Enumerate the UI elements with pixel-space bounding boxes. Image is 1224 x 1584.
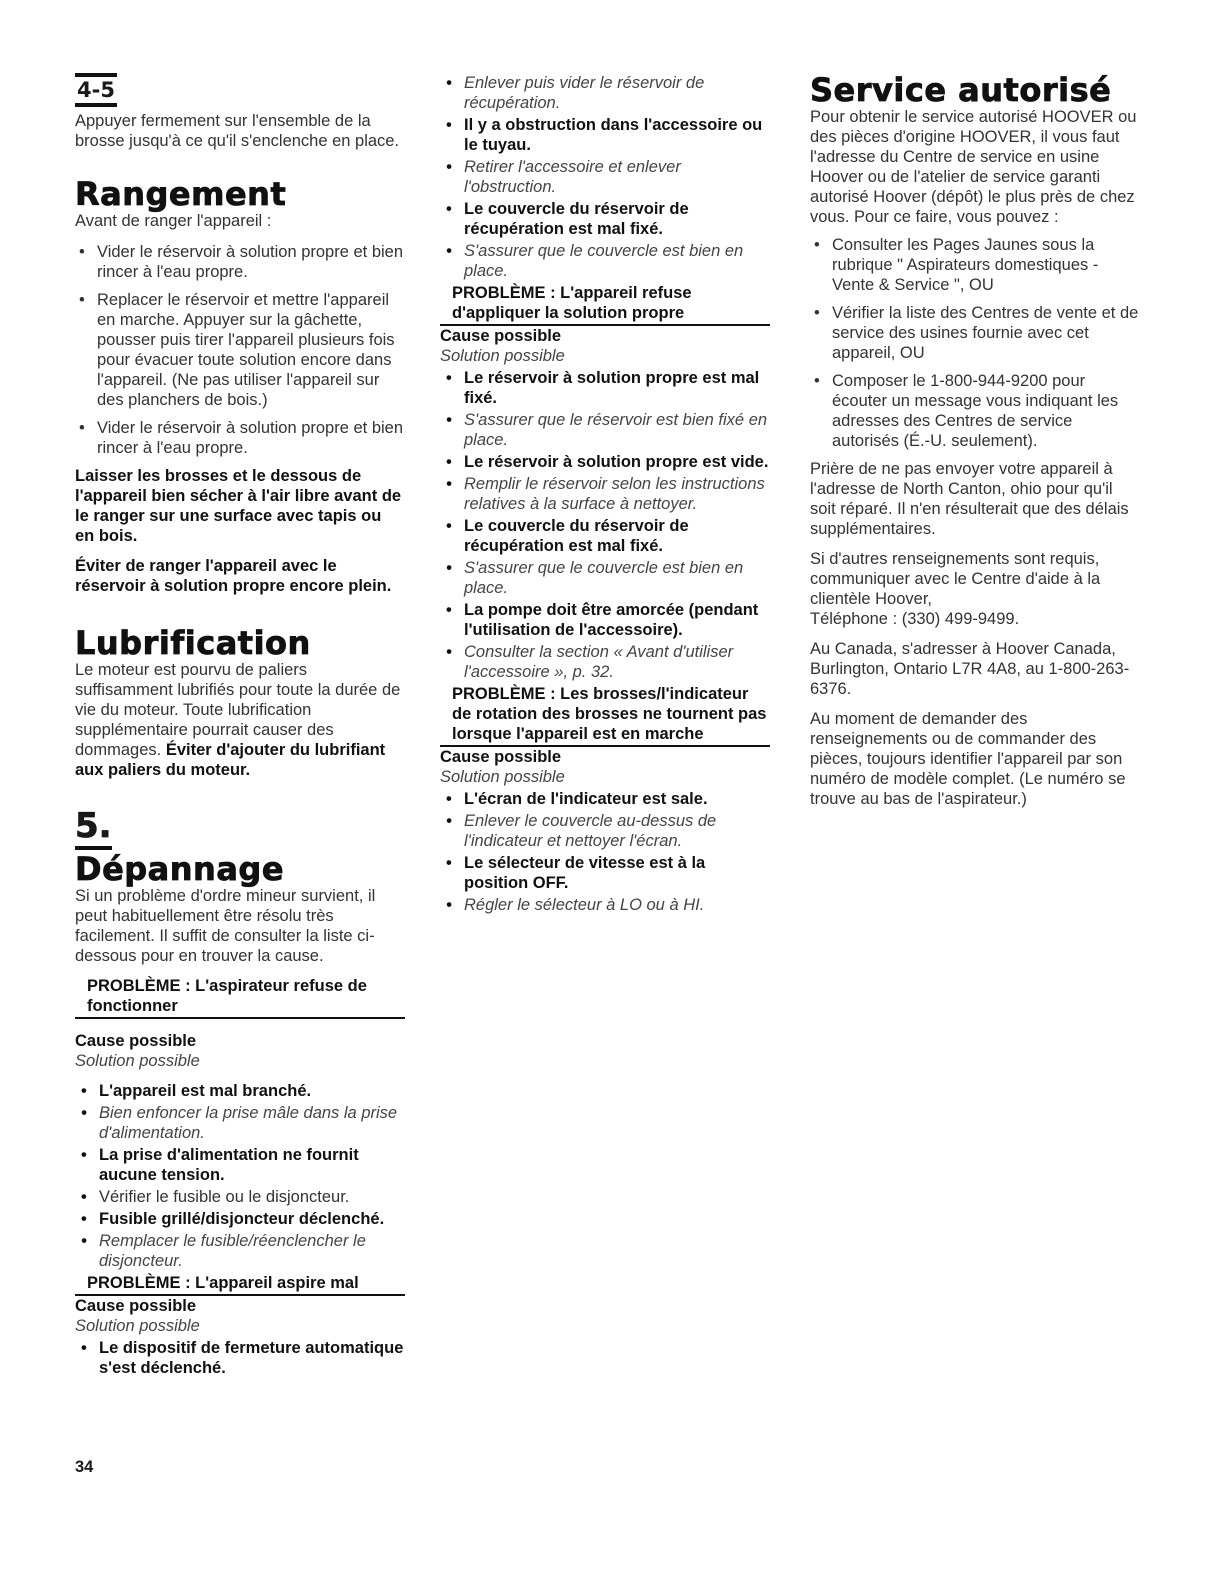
service-intro: Pour obtenir le service autorisé HOOVER ou des pièces d'origine HOOVER, il vous faut l'adresse du Centre de service en usine Hoover ou de l'atelier de service garanti autorisé Hoover (dépôt) le plus près de chez vous. Pour ce faire, vous pouvez : [810,108,1137,226]
solution-item: • Bien enfoncer la prise mâle dans la prise d'alimentation. [75,1103,405,1143]
cause-item: • La prise d'alimentation ne fournit aucune tension. [75,1145,405,1185]
section-title-lubrification: Lubrification [75,624,311,662]
solution-item: • S'assurer que le couvercle est bien en place. [440,241,770,281]
cause-label: Cause possible [75,1297,197,1315]
solution-label: Solution possible [440,347,565,365]
cause-item: • Le couvercle du réservoir de récupération est mal fixé. [440,199,770,239]
solution-item: • S'assurer que le réservoir est bien fixé en place. [440,410,770,450]
middle-column [440,73,770,917]
problem-list [440,789,770,915]
solution-item: • Vérifier le fusible ou le disjoncteur. [75,1187,405,1207]
problem-heading: PROBLÈME : L'appareil aspire mal [75,1273,405,1296]
solution-item: • Enlever puis vider le réservoir de récupération. [440,73,770,113]
solution-item: • Consulter la section « Avant d'utiliser l'accessoire », p. 32. [440,642,770,682]
problem-heading: PROBLÈME : L'aspirateur refuse de fonctionner [75,976,405,1019]
rangement-warning: Laisser les brosses et le dessous de l'appareil bien sécher à l'air libre avant de le ranger sur une surface avec tapis ou en bois. [75,467,402,545]
problem-list [440,368,770,682]
cause-label: Cause possible [75,1032,197,1050]
service-paragraph: Au moment de demander des renseignements ou de commander des pièces, toujours identifier l'appareil par son numéro de modèle complet. (Le numéro se trouve au bas de l'aspirateur.) [810,710,1126,808]
list-item: • Replacer le réservoir et mettre l'appareil en marche. Appuyer sur la gâchette, pousser puis tirer l'appareil plusieurs fois pour évacuer toute solution encore dans l'appareil. (Ne pas utiliser l'appareil sur des planchers de bois.) [75,290,405,410]
depannage-intro: Si un problème d'ordre mineur survient, il peut habituellement être résolu très facilement. Il suffit de consulter la liste ci-dessous pour en trouver la cause. [75,887,376,965]
lubrification-text: Le moteur est pourvu de paliers suffisamment lubrifiés pour toute la durée de vie du moteur. Toute lubrification supplémentaire pourrait causer des dommages. Éviter d'ajouter du lubrifiant aux paliers du moteur. [75,661,401,779]
cause-label: Cause possible [440,327,562,345]
step-text: Appuyer fermement sur l'ensemble de la brosse jusqu'à ce qu'il s'enclenche en place. [75,112,400,150]
cause-item: • L'appareil est mal branché. [75,1081,405,1101]
solution-item: • S'assurer que le couvercle est bien en place. [440,558,770,598]
solution-label: Solution possible [75,1052,200,1070]
solution-item: • Enlever le couvercle au-dessus de l'indicateur et nettoyer l'écran. [440,811,770,851]
list-item: • Vider le réservoir à solution propre et bien rincer à l'eau propre. [75,418,405,458]
solution-item: • Remplacer le fusible/réenclencher le disjoncteur. [75,1231,405,1271]
chapter-title: Dépannage [75,850,285,888]
left-column [75,73,405,1380]
list-item: • Vider le réservoir à solution propre et bien rincer à l'eau propre. [75,242,405,282]
right-column [810,73,1140,809]
service-paragraph: Si d'autres renseignements sont requis, communiquer avec le Centre d'aide à la clientèle Hoover, [810,550,1101,608]
cause-item: • Le dispositif de fermeture automatique s'est déclenché. [75,1338,405,1378]
service-paragraph: Prière de ne pas envoyer votre appareil à l'adresse de North Canton, ohio pour qu'il soit réparé. Il n'en résulterait que des délais supplémentaires. [810,460,1129,538]
list-item: • Composer le 1-800-944-9200 pour écouter un message vous indiquant les adresses des Centres de service autorisés (É.-U. seulement). [810,371,1140,451]
problem-list [75,1338,405,1378]
step-number: 4-5 [75,73,117,107]
list-item: • Consulter les Pages Jaunes sous la rubrique " Aspirateurs domestiques - Vente & Service ", OU [810,235,1140,295]
rangement-warning: Éviter de ranger l'appareil avec le réservoir à solution propre encore plein. [75,557,392,595]
solution-label: Solution possible [75,1317,200,1335]
problem-heading: PROBLÈME : L'appareil refuse d'appliquer la solution propre [440,283,770,326]
chapter-number: 5. [75,806,112,850]
problem-list [75,1081,405,1271]
cause-item: • Fusible grillé/disjoncteur déclenché. [75,1209,405,1229]
cause-item: • Le sélecteur de vitesse est à la position OFF. [440,853,770,893]
cause-item: • L'écran de l'indicateur est sale. [440,789,770,809]
solution-item: • Remplir le réservoir selon les instructions relatives à la surface à nettoyer. [440,474,770,514]
cause-item: • La pompe doit être amorcée (pendant l'utilisation de l'accessoire). [440,600,770,640]
cause-item: • Le réservoir à solution propre est vide. [440,452,770,472]
service-list [810,235,1140,451]
rangement-list [75,242,405,458]
rangement-intro: Avant de ranger l'appareil : [75,212,272,230]
section-title-rangement: Rangement [75,175,287,213]
problem-heading: PROBLÈME : Les brosses/l'indicateur de rotation des brosses ne tournent pas lorsque l'appareil est en marche [440,684,770,747]
page-number: 34 [75,1458,94,1476]
list-item: • Vérifier la liste des Centres de vente et de service des usines fournie avec cet appareil, OU [810,303,1140,363]
section-title-service: Service autorisé [810,71,1112,109]
cause-item: • Le couvercle du réservoir de récupération est mal fixé. [440,516,770,556]
solution-label: Solution possible [440,768,565,786]
solution-item: • Régler le sélecteur à LO ou à HI. [440,895,770,915]
solution-item: • Retirer l'accessoire et enlever l'obstruction. [440,157,770,197]
cause-item: • Le réservoir à solution propre est mal fixé. [440,368,770,408]
service-paragraph: Au Canada, s'adresser à Hoover Canada, Burlington, Ontario L7R 4A8, au 1-800-263-6376. [810,640,1130,698]
phone-number: Téléphone : (330) 499-9499. [810,610,1020,628]
cause-item: • Il y a obstruction dans l'accessoire ou le tuyau. [440,115,770,155]
problem-list [440,73,770,281]
cause-label: Cause possible [440,748,562,766]
